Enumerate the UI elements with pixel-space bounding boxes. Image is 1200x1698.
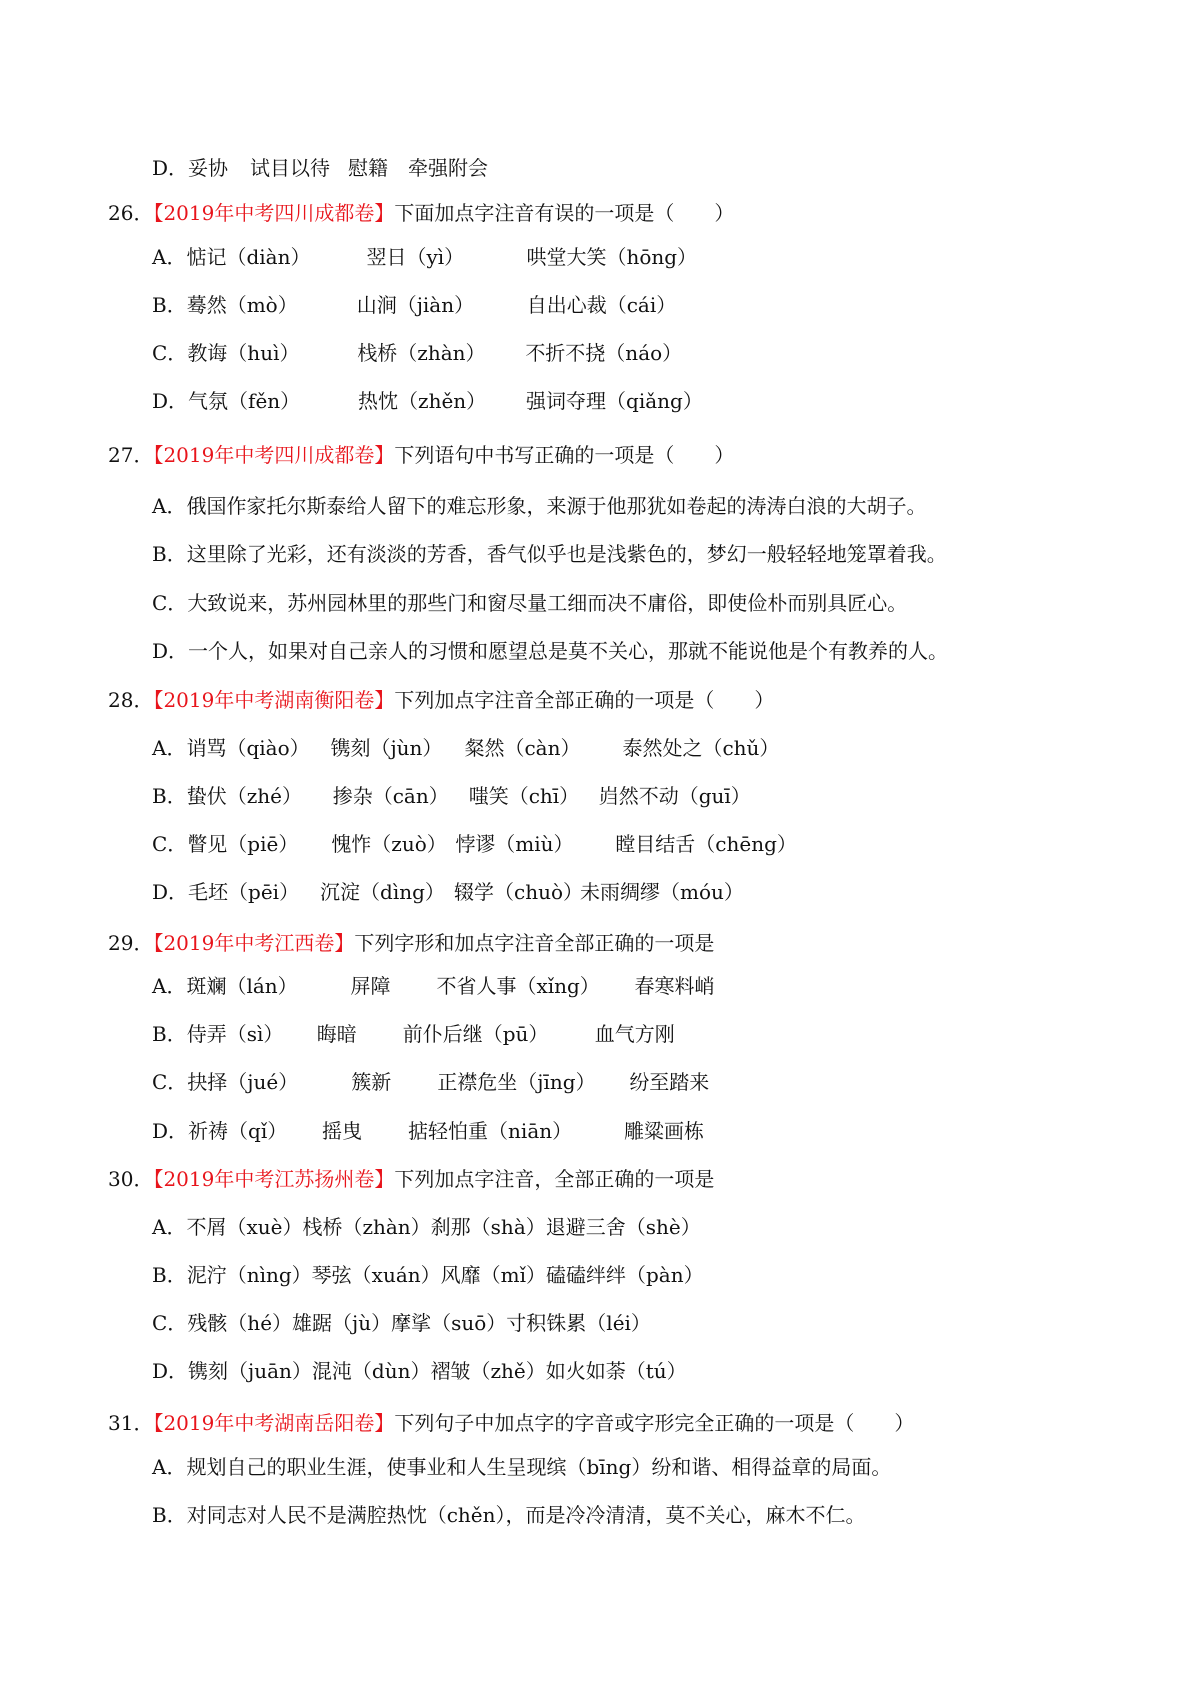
option-item: 牵强附会 (408, 156, 489, 180)
option-label: A． (152, 1215, 187, 1239)
option-item: 粲然（càn） (464, 736, 581, 760)
option-item: 栈桥（zhàn） (357, 341, 486, 365)
option-label: C． (152, 591, 188, 615)
q28-option-b (152, 782, 751, 810)
option-item: 教诲（huì） (187, 341, 300, 365)
option-item: 残骸（hé）雄踞（jù）摩挲（suō）寸积铢累（léi） (187, 1311, 651, 1335)
option-item: 摇曳 (322, 1119, 363, 1143)
option-label: D． (152, 1119, 189, 1143)
option-item: 一个人，如果对自己亲人的习惯和愿望总是莫不关心，那就不能说他是个有教养的人。 (188, 639, 949, 663)
q31-option-b (152, 1501, 866, 1529)
option-label: B． (152, 784, 187, 808)
option-item: 前仆后继（pū） (402, 1022, 549, 1046)
option-label: D． (152, 1359, 189, 1383)
option-item: 气氛（fěn） (188, 389, 301, 413)
question-text: 下列语句中书写正确的一项是（ ） (394, 443, 735, 467)
option-item: 翌日（yì） (366, 245, 465, 269)
option-item: 妥协 (188, 156, 229, 180)
q28-option-c (152, 830, 797, 858)
option-item: 沉淀（dìng） (320, 880, 445, 904)
question-27-stem (108, 441, 734, 469)
question-text: 下列字形和加点字注音全部正确的一项是 (354, 931, 715, 955)
q27-option-d (152, 637, 948, 665)
option-label: D． (152, 880, 189, 904)
option-item: 悖谬（miù） (455, 832, 574, 856)
option-item: 祈祷（qǐ） (188, 1119, 288, 1143)
option-label: A． (152, 736, 187, 760)
question-26-stem (108, 199, 734, 227)
option-item: 哄堂大笑（hōng） (526, 245, 698, 269)
option-item: 不屑（xuè）栈桥（zhàn）刹那（shà）退避三舍（shè） (186, 1215, 701, 1239)
option-item: 热忱（zhěn） (358, 389, 487, 413)
q27-option-a (152, 492, 926, 520)
option-item: 俄国作家托尔斯泰给人留下的难忘形象，来源于他那犹如卷起的涛涛白浪的大胡子。 (186, 494, 927, 518)
question-source: 【2019年中考四川成都卷】 (153, 201, 395, 225)
question-number: 31． (108, 1411, 154, 1435)
q29-option-d (152, 1117, 704, 1145)
option-item: 镌刻（juān）混沌（dùn）褶皱（zhě）如火如荼（tú） (188, 1359, 687, 1383)
option-label: D． (152, 639, 189, 663)
question-source: 【2019年中考湖南岳阳卷】 (153, 1411, 395, 1435)
option-item: 嗤笑（chī） (468, 784, 580, 808)
question-number: 29． (108, 931, 154, 955)
q30-option-d (152, 1357, 687, 1385)
option-item: 诮骂（qiào） (186, 736, 310, 760)
option-item: 大致说来，苏州园林里的那些门和窗尽量工细而决不庸俗，即使俭朴而别具匠心。 (187, 591, 908, 615)
question-text: 下列加点字注音，全部正确的一项是 (394, 1167, 715, 1191)
question-28-stem (108, 686, 774, 714)
option-label: B． (152, 1022, 187, 1046)
option-item: 屏障 (350, 974, 391, 998)
option-item: 惦记（diàn） (186, 245, 311, 269)
option-item: 强词夺理（qiǎng） (526, 389, 703, 413)
option-item: 纷至踏来 (629, 1070, 710, 1094)
option-item: 未雨绸缪（móu） (580, 880, 744, 904)
q31-option-a (152, 1453, 891, 1481)
option-item: 毛坯（pēi） (188, 880, 300, 904)
option-item: 正襟危坐（jīng） (437, 1070, 596, 1094)
option-item: 瞥见（piē） (187, 832, 299, 856)
option-item: 泰然处之（chǔ） (622, 736, 780, 760)
question-source: 【2019年中考四川成都卷】 (153, 443, 395, 467)
question-source: 【2019年中考江西卷】 (153, 931, 355, 955)
question-number: 30． (108, 1167, 154, 1191)
question-text: 下列加点字注音全部正确的一项是（ ） (394, 688, 775, 712)
option-item: 这里除了光彩，还有淡淡的芳香，香气似乎也是浅紫色的，梦幻一般轻轻地笼罩着我。 (186, 542, 947, 566)
option-label: A． (152, 974, 187, 998)
q30-option-b (152, 1261, 704, 1289)
option-label: B． (152, 1503, 187, 1527)
question-source: 【2019年中考江苏扬州卷】 (153, 1167, 395, 1191)
option-item: 春寒料峭 (634, 974, 715, 998)
q25-option-d (152, 154, 488, 182)
option-item: 愧怍（zuò） (331, 832, 447, 856)
option-item: 镌刻（jùn） (330, 736, 443, 760)
option-item: 自出心裁（cái） (526, 293, 677, 317)
option-label: B． (152, 293, 187, 317)
option-item: 掂轻怕重（niān） (408, 1119, 573, 1143)
option-label: C． (152, 1311, 188, 1335)
option-item: 不折不挠（náo） (525, 341, 683, 365)
question-number: 27． (108, 443, 154, 467)
question-29-stem (108, 929, 714, 957)
option-label: B． (152, 1263, 187, 1287)
option-item: 慰籍 (348, 156, 389, 180)
option-item: 瞠目结舌（chēng） (615, 832, 797, 856)
option-item: 规划自己的职业生涯，使事业和人生呈现缤（bīng）纷和谐、相得益章的局面。 (186, 1455, 892, 1479)
option-item: 侍弄（sì） (186, 1022, 284, 1046)
q29-option-c (152, 1068, 709, 1096)
q26-option-d (152, 387, 703, 415)
option-item: 泥泞（nìng）琴弦（xuán）风靡（mǐ）磕磕绊绊（pàn） (186, 1263, 704, 1287)
option-label: C． (152, 832, 188, 856)
q30-option-c (152, 1309, 651, 1337)
q27-option-b (152, 540, 947, 568)
q28-option-d (152, 878, 744, 906)
option-label: D． (152, 389, 189, 413)
option-item: 抉择（jué） (187, 1070, 299, 1094)
option-item: 蛰伏（zhé） (186, 784, 302, 808)
q26-option-c (152, 339, 682, 367)
q29-option-b (152, 1020, 675, 1048)
option-item: 掺杂（cān） (332, 784, 449, 808)
q26-option-a (152, 243, 697, 271)
question-31-stem (108, 1409, 914, 1437)
option-label: B． (152, 542, 187, 566)
option-item: 辍学（chuò） (454, 880, 584, 904)
question-number: 28． (108, 688, 154, 712)
option-item: 雕粱画栋 (624, 1119, 705, 1143)
option-label: D． (152, 156, 189, 180)
q29-option-a (152, 972, 714, 1000)
question-text: 下面加点字注音有误的一项是（ ） (394, 201, 735, 225)
option-item: 血气方刚 (594, 1022, 675, 1046)
question-source: 【2019年中考湖南衡阳卷】 (153, 688, 395, 712)
option-item: 簇新 (351, 1070, 392, 1094)
option-label: A． (152, 494, 187, 518)
option-item: 试目以待 (250, 156, 331, 180)
option-item: 斑斓（lán） (186, 974, 298, 998)
question-number: 26． (108, 201, 154, 225)
option-item: 岿然不动（guī） (598, 784, 751, 808)
option-label: A． (152, 1455, 187, 1479)
option-item: 山涧（jiàn） (356, 293, 475, 317)
question-text: 下列句子中加点字的字音或字形完全正确的一项是（ ） (394, 1411, 915, 1435)
option-item: 晦暗 (316, 1022, 357, 1046)
option-label: A． (152, 245, 187, 269)
option-item: 对同志对人民不是满腔热忱（chěn），而是冷冷清清，莫不关心，麻木不仁。 (186, 1503, 866, 1527)
q28-option-a (152, 734, 779, 762)
q26-option-b (152, 291, 676, 319)
option-item: 蓦然（mò） (186, 293, 298, 317)
option-label: C． (152, 341, 188, 365)
q30-option-a (152, 1213, 701, 1241)
option-label: C． (152, 1070, 188, 1094)
option-item: 不省人事（xǐng） (436, 974, 600, 998)
q27-option-c (152, 589, 907, 617)
question-30-stem (108, 1165, 714, 1193)
